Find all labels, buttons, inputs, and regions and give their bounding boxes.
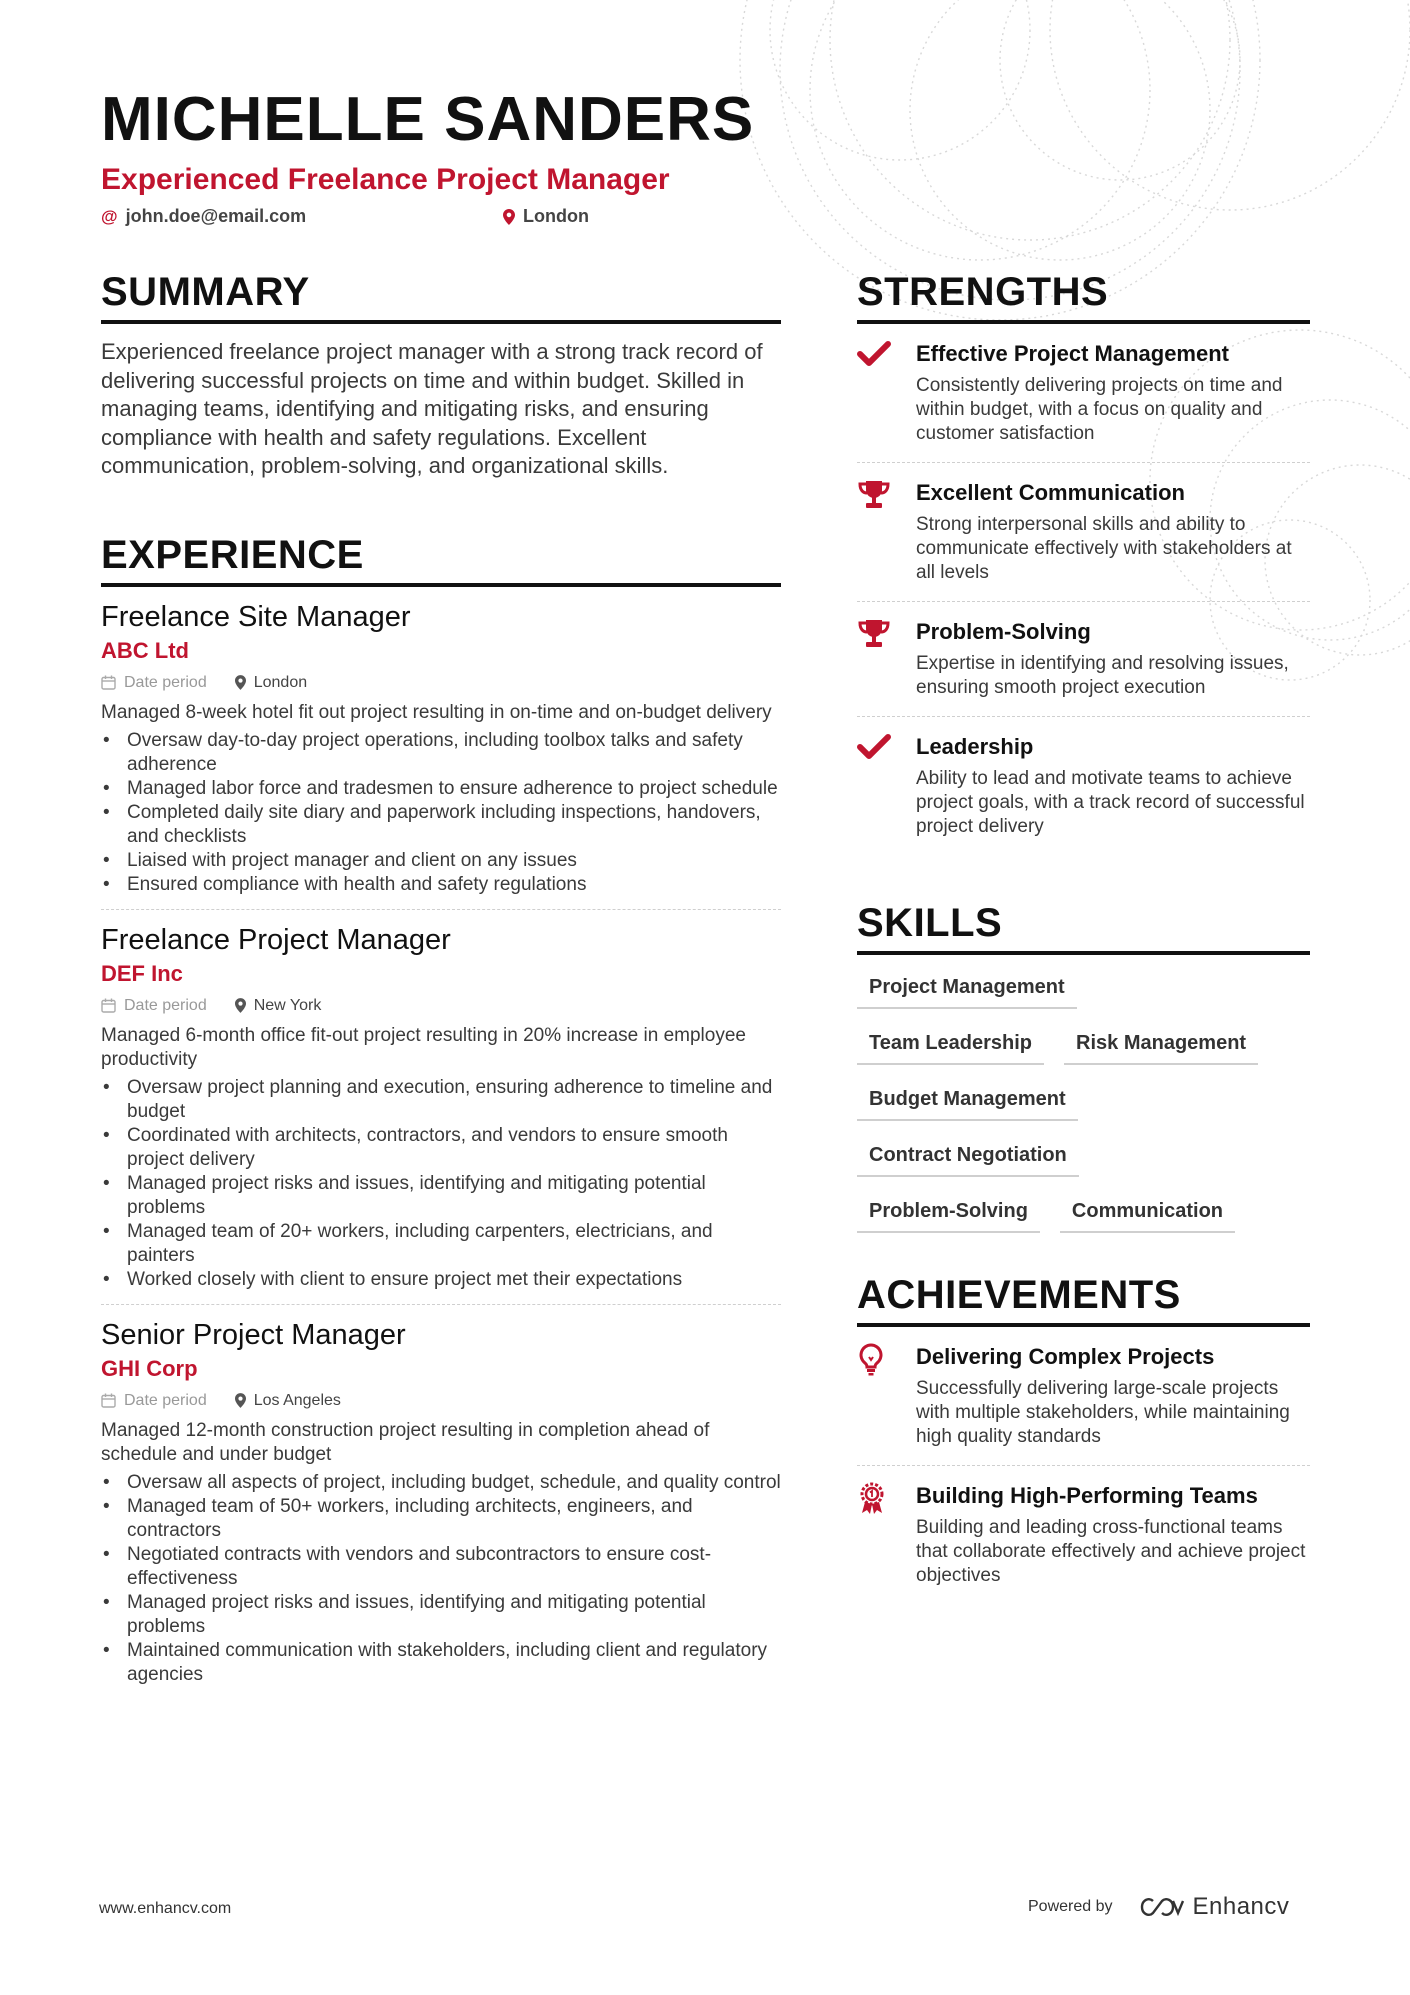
date-period — [101, 1391, 207, 1411]
summary-heading: SUMMARY — [101, 268, 781, 324]
strengths-heading: STRENGTHS — [857, 268, 1310, 324]
achievements-heading: ACHIEVEMENTS — [857, 1271, 1310, 1327]
experience-heading: EXPERIENCE — [101, 531, 781, 587]
strengths-section — [857, 268, 1310, 855]
bullet-item: • Oversaw day-to-day project operations, including toolbox talks and safety adherence — [101, 729, 781, 777]
email-text: john.doe@email.com — [125, 206, 307, 226]
job-meta — [101, 1391, 781, 1411]
job-bullets — [101, 729, 781, 897]
calendar-icon — [101, 998, 116, 1013]
strength-title: Effective Project Management — [916, 341, 1229, 366]
achievement-text: Building and leading cross-functional teams that collaborate effectively and achieve project objectives — [916, 1517, 1306, 1586]
award-ribbon-icon — [857, 1482, 916, 1588]
bullet-item: • Liaised with project manager and client on any issues — [101, 849, 781, 873]
job-location — [235, 1391, 341, 1411]
checkmark-icon — [857, 733, 916, 839]
skill-tag: Risk Management — [1064, 1023, 1258, 1065]
map-pin-icon — [235, 1393, 246, 1408]
skill-tag: Project Management — [857, 967, 1077, 1009]
experience-entry — [101, 599, 781, 910]
candidate-headline: Experienced Freelance Project Manager — [101, 163, 670, 196]
skills-heading: SKILLS — [857, 899, 1310, 955]
company-name: ABC Ltd — [101, 637, 189, 663]
date-text: Date period — [124, 996, 207, 1014]
bullet-item: • Maintained communication with stakeholders, including client and regulatory agencies — [101, 1639, 781, 1687]
checkmark-icon — [857, 340, 916, 446]
left-column — [101, 268, 781, 1707]
strength-title: Leadership — [916, 734, 1034, 759]
achievements-section — [857, 1271, 1310, 1604]
job-title: Senior Project Manager — [101, 1318, 406, 1351]
skills-row — [857, 1191, 1310, 1233]
map-pin-icon — [235, 675, 246, 690]
skill-tag: Budget Management — [857, 1079, 1078, 1121]
strength-title: Problem-Solving — [916, 619, 1091, 644]
location-contact — [503, 206, 589, 227]
bullet-item: • Managed labor force and tradesmen to ensure adherence to project schedule — [101, 777, 781, 801]
skills-row — [857, 1079, 1310, 1121]
experience-section — [101, 531, 781, 1699]
strength-title: Excellent Communication — [916, 480, 1185, 505]
job-meta — [101, 996, 781, 1016]
map-pin-icon — [503, 209, 515, 225]
job-meta — [101, 673, 781, 693]
bullet-item: • Completed daily site diary and paperwork including inspections, handovers, and checklists — [101, 801, 781, 849]
brand-name: Enhancv — [1192, 1893, 1290, 1920]
contact-info — [101, 206, 1301, 232]
footer-branding — [1028, 1893, 1289, 1921]
location-text: London — [253, 673, 308, 691]
bullet-item: • Oversaw project planning and execution, ensuring adherence to timeline and budget — [101, 1076, 781, 1124]
calendar-icon — [101, 1393, 116, 1408]
job-title: Freelance Site Manager — [101, 600, 411, 633]
skills-list — [857, 967, 1310, 1233]
location-text: New York — [253, 996, 322, 1014]
footer-website-link[interactable]: www.enhancv.com — [99, 1900, 232, 1917]
date-text: Date period — [124, 1391, 207, 1409]
strength-item — [857, 463, 1310, 602]
resume-header — [101, 84, 1301, 232]
skill-tag: Contract Negotiation — [857, 1135, 1079, 1177]
trophy-icon — [857, 479, 916, 585]
map-pin-icon — [235, 998, 246, 1013]
powered-by-label: Powered by — [1028, 1898, 1113, 1915]
skills-row — [857, 1135, 1310, 1177]
bullet-item: • Oversaw all aspects of project, including budget, schedule, and quality control — [101, 1471, 781, 1495]
strength-item — [857, 602, 1310, 717]
strength-text: Ability to lead and motivate teams to achieve project goals, with a track record of successful project delivery — [916, 768, 1305, 837]
strength-text: Strong interpersonal skills and ability to communicate effectively with stakeholders at all levels — [916, 514, 1292, 583]
skills-row — [857, 1023, 1310, 1065]
right-column — [857, 268, 1310, 1604]
achievement-item — [857, 1466, 1310, 1604]
company-name: DEF Inc — [101, 960, 183, 986]
company-name: GHI Corp — [101, 1355, 198, 1381]
achievement-item — [857, 1327, 1310, 1466]
strength-text: Consistently delivering projects on time and within budget, with a focus on quality and customer satisfaction — [916, 375, 1283, 444]
calendar-icon — [101, 675, 116, 690]
location-text: Los Angeles — [253, 1391, 341, 1409]
candidate-name: MICHELLE SANDERS — [101, 85, 755, 154]
achievement-title: Building High-Performing Teams — [916, 1483, 1258, 1508]
strength-item — [857, 717, 1310, 855]
job-description: Managed 12-month construction project resulting in completion ahead of schedule and under budget — [101, 1419, 710, 1465]
bullet-item: • Worked closely with client to ensure project met their expectations — [101, 1268, 781, 1292]
job-location — [235, 996, 322, 1016]
bullet-item: • Managed team of 20+ workers, including carpenters, electricians, and painters — [101, 1220, 781, 1268]
job-bullets — [101, 1076, 781, 1292]
bullet-item: • Managed team of 50+ workers, including architects, engineers, and contractors — [101, 1495, 781, 1543]
strength-text: Expertise in identifying and resolving issues, ensuring smooth project execution — [916, 653, 1289, 698]
job-description: Managed 6-month office fit-out project resulting in 20% increase in employee productivity — [101, 1024, 746, 1070]
enhancv-logo[interactable] — [1139, 1893, 1290, 1921]
skill-tag: Communication — [1060, 1191, 1235, 1233]
date-period — [101, 996, 207, 1016]
summary-text: Experienced freelance project manager with a strong track record of delivering successful projects on time and within budget. Skilled in managing teams, identifying and mitigating risks, and ensuring compliance with health and safety regulations. Excellent communication, problem-solving, and organizational skills. — [101, 339, 763, 478]
lightbulb-icon — [857, 1343, 916, 1449]
job-location — [235, 673, 307, 693]
job-description: Managed 8-week hotel fit out project resulting in on-time and on-budget delivery — [101, 701, 772, 723]
skills-section — [857, 899, 1310, 1233]
trophy-icon — [857, 618, 916, 700]
location-text: London — [523, 206, 589, 226]
bullet-item: • Coordinated with architects, contractors, and vendors to ensure smooth project delivery — [101, 1124, 781, 1172]
skills-row — [857, 967, 1310, 1009]
job-bullets — [101, 1471, 781, 1687]
experience-entry — [101, 922, 781, 1305]
bullet-item: • Managed project risks and issues, identifying and mitigating potential problems — [101, 1172, 781, 1220]
bullet-item: • Negotiated contracts with vendors and subcontractors to ensure cost-effectiveness — [101, 1543, 781, 1591]
at-sign-icon: @ — [101, 206, 118, 226]
bullet-item: • Managed project risks and issues, identifying and mitigating potential problems — [101, 1591, 781, 1639]
skill-tag: Problem-Solving — [857, 1191, 1040, 1233]
achievement-text: Successfully delivering large-scale projects with multiple stakeholders, while maintaining high quality standards — [916, 1378, 1290, 1447]
skill-tag: Team Leadership — [857, 1023, 1044, 1065]
date-text: Date period — [124, 673, 207, 691]
job-title: Freelance Project Manager — [101, 923, 451, 956]
experience-entry — [101, 1317, 781, 1699]
date-period — [101, 673, 207, 693]
summary-section — [101, 268, 781, 481]
email-contact[interactable] — [101, 206, 306, 227]
achievement-title: Delivering Complex Projects — [916, 1344, 1215, 1369]
enhancv-logo-icon — [1139, 1896, 1185, 1918]
strength-item — [857, 324, 1310, 463]
bullet-item: • Ensured compliance with health and safety regulations — [101, 873, 781, 897]
